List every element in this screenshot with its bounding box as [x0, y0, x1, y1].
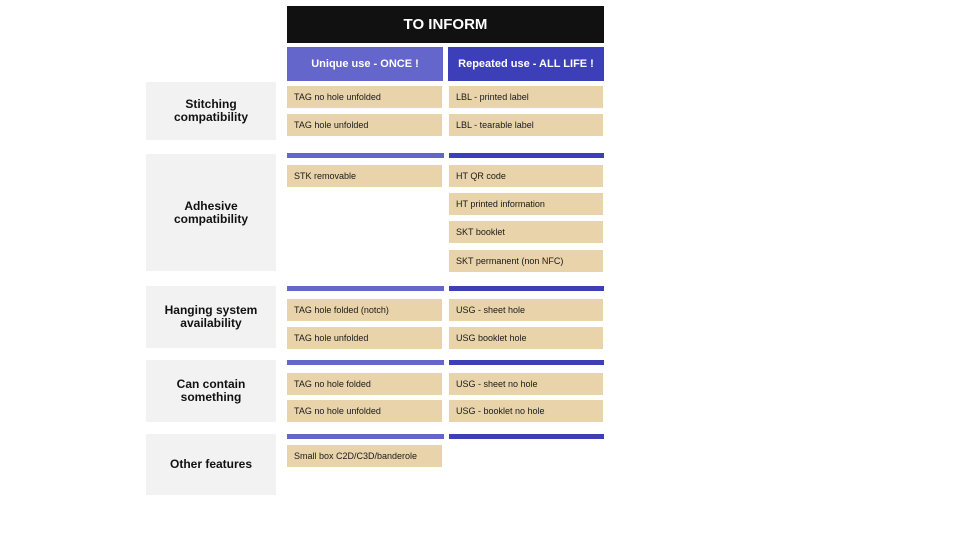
category-label-line: Hanging system: [164, 303, 258, 317]
cell-repeated: LBL - printed label: [449, 86, 603, 108]
category-label-line: compatibility: [173, 110, 248, 124]
category-can-contain-something: [146, 360, 276, 422]
cell-repeated: SKT permanent (non NFC): [449, 250, 603, 272]
section-divider-repeated: [449, 434, 604, 439]
category-label-line: availability: [180, 316, 242, 330]
category-label-line: Adhesive: [184, 198, 238, 213]
category-label-line: Stitching: [185, 97, 237, 111]
category-hanging-system-availability: [146, 286, 276, 348]
cell-unique: TAG hole folded (notch): [287, 299, 442, 321]
diagram-title: TO INFORM: [287, 6, 604, 43]
cell-unique: TAG no hole unfolded: [287, 86, 442, 108]
cell-repeated: USG - booklet no hole: [449, 400, 603, 422]
cell-repeated: USG - sheet no hole: [449, 373, 603, 395]
category-label-line: Other features: [169, 457, 253, 471]
category-label-line: compatibility: [173, 211, 248, 226]
cell-unique: Small box C2D/C3D/banderole: [287, 445, 442, 467]
category-label-line: something: [180, 390, 242, 404]
cell-repeated: SKT booklet: [449, 221, 603, 243]
cell-unique: TAG no hole folded: [287, 373, 442, 395]
column-header-repeated-use: Repeated use - ALL LIFE !: [448, 47, 604, 81]
category-adhesive-compatibility: [146, 154, 276, 271]
section-divider-repeated: [449, 153, 604, 158]
cell-repeated: HT QR code: [449, 165, 603, 187]
section-divider-unique: [287, 153, 444, 158]
cell-repeated: USG - sheet hole: [449, 299, 603, 321]
cell-unique: STK removable: [287, 165, 442, 187]
section-divider-repeated: [449, 286, 604, 291]
category-other-features: [146, 434, 276, 495]
category-label-line: Can contain: [176, 377, 246, 391]
cell-unique: TAG no hole unfolded: [287, 400, 442, 422]
cell-repeated: USG booklet hole: [449, 327, 603, 349]
category-stitching-compatibility: [146, 82, 276, 140]
section-divider-unique: [287, 434, 444, 439]
cell-unique: TAG hole unfolded: [287, 114, 442, 136]
section-divider-unique: [287, 286, 444, 291]
column-header-unique-use: Unique use - ONCE !: [287, 47, 443, 81]
cell-repeated: HT printed information: [449, 193, 603, 215]
section-divider-unique: [287, 360, 444, 365]
cell-repeated: LBL - tearable label: [449, 114, 603, 136]
section-divider-repeated: [449, 360, 604, 365]
cell-unique: TAG hole unfolded: [287, 327, 442, 349]
